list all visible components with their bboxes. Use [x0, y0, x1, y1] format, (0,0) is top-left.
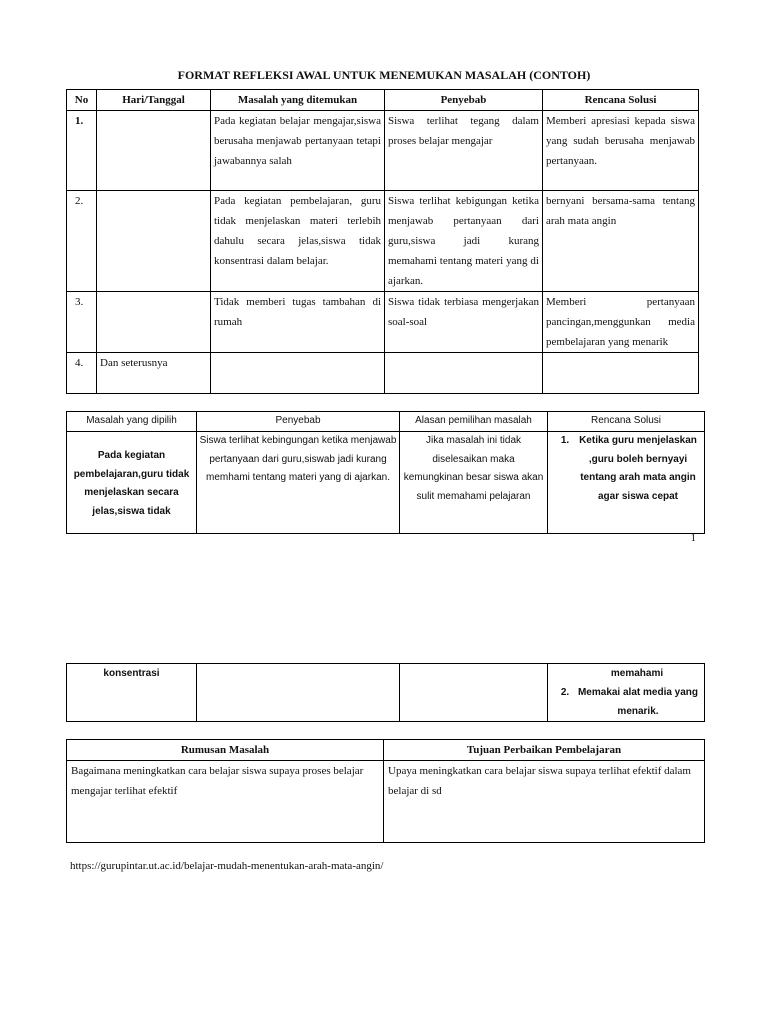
row-solution: bernyani bersama-sama tentang arah mata angin	[543, 191, 699, 292]
row-date: Dan seterusnya	[97, 353, 211, 394]
problem-cause-cont	[197, 664, 400, 722]
formulation-table	[66, 739, 705, 843]
selected-problem-table-continued	[66, 663, 705, 722]
solution-list	[550, 432, 702, 506]
column-header: Hari/Tanggal	[97, 90, 211, 111]
table-header-row	[67, 740, 705, 761]
reflection-table	[66, 89, 699, 394]
row-number: 3.	[67, 292, 97, 353]
document-title: FORMAT REFLEKSI AWAL UNTUK MENEMUKAN MASALAH (CONTOH)	[177, 68, 591, 82]
selection-reason: Jika masalah ini tidak diselesaikan maka kemungkinan besar siswa akan sulit memahami pelajaran	[400, 432, 548, 534]
table-row	[67, 353, 699, 394]
row-solution: Memberi pertanyaan pancingan,menggunkan media pembelajaran yang menarik	[543, 292, 699, 353]
column-header: Penyebab	[197, 412, 400, 432]
row-problem	[211, 353, 385, 394]
source-link[interactable]: https://gurupintar.ut.ac.id/belajar-mudah-menentukan-arah-mata-angin/	[70, 860, 384, 872]
row-number: 1.	[67, 111, 97, 191]
column-header: Tujuan Perbaikan Pembelajaran	[384, 740, 705, 761]
column-header: Rencana Solusi	[543, 90, 699, 111]
row-date	[97, 191, 211, 292]
row-problem: Pada kegiatan belajar mengajar,siswa berusaha menjawab pertanyaan tetapi jawabannya salah	[211, 111, 385, 191]
row-problem: Tidak memberi tugas tambahan di rumah	[211, 292, 385, 353]
solution-list	[550, 683, 702, 721]
row-cause: Siswa tidak terbiasa mengerjakan soal-soal	[385, 292, 543, 353]
column-header: Rencana Solusi	[548, 412, 705, 432]
problem-cause: Siswa terlihat kebingungan ketika menjawab pertanyaan dari guru,siswab jadi kurang memhami tentang materi yang di ajarkan.	[197, 432, 400, 534]
solution-item: 2. Memakai alat media yang menarik.	[572, 683, 702, 721]
row-problem: Pada kegiatan pembelajaran, guru tidak menjelaskan materi terlebih dahulu secara jelas,siswa tidak konsentrasi dalam belajar.	[211, 191, 385, 292]
table-row	[67, 761, 705, 843]
row-solution: Memberi apresiasi kepada siswa yang sudah berusaha menjawab pertanyaan.	[543, 111, 699, 191]
table-row	[67, 432, 705, 534]
solution-item-cont: memahami	[610, 668, 664, 679]
selected-problem: Pada kegiatan pembelajaran,guru tidak menjelaskan secara jelas,siswa tidak	[67, 432, 197, 534]
table-row	[67, 111, 699, 191]
column-header: No	[67, 90, 97, 111]
table-row	[67, 292, 699, 353]
row-cause: Siswa terlihat tegang dalam proses belajar mengajar	[385, 111, 543, 191]
solution-plan-cont	[548, 664, 705, 722]
row-date	[97, 292, 211, 353]
column-header: Masalah yang ditemukan	[211, 90, 385, 111]
problem-formulation: Bagaimana meningkatkan cara belajar siswa supaya proses belajar mengajar terlihat efektif	[67, 761, 384, 843]
selected-problem-cont: konsentrasi	[67, 664, 197, 722]
column-header: Alasan pemilihan masalah	[400, 412, 548, 432]
solution-plan	[548, 432, 705, 534]
selection-reason-cont	[400, 664, 548, 722]
row-cause	[385, 353, 543, 394]
row-number: 2.	[67, 191, 97, 292]
selected-problem-table	[66, 411, 705, 534]
improvement-goal: Upaya meningkatkan cara belajar siswa supaya terlihat efektif dalam belajar di sd	[384, 761, 705, 843]
table-header-row	[67, 412, 705, 432]
solution-item: 1. Ketika guru menjelaskan ,guru boleh bernyayi tentang arah mata angin agar siswa cepat	[572, 432, 702, 506]
column-header: Rumusan Masalah	[67, 740, 384, 761]
table-header-row	[67, 90, 699, 111]
table-row	[67, 664, 705, 722]
row-date	[97, 111, 211, 191]
column-header: Penyebab	[385, 90, 543, 111]
row-cause: Siswa terlihat kebigungan ketika menjawab pertanyaan dari guru,siswa jadi kurang memahami tentang materi yang di ajarkan.	[385, 191, 543, 292]
table-row	[67, 191, 699, 292]
page-number: 1	[690, 532, 696, 544]
row-solution	[543, 353, 699, 394]
row-number: 4.	[67, 353, 97, 394]
column-header: Masalah yang dipilih	[67, 412, 197, 432]
